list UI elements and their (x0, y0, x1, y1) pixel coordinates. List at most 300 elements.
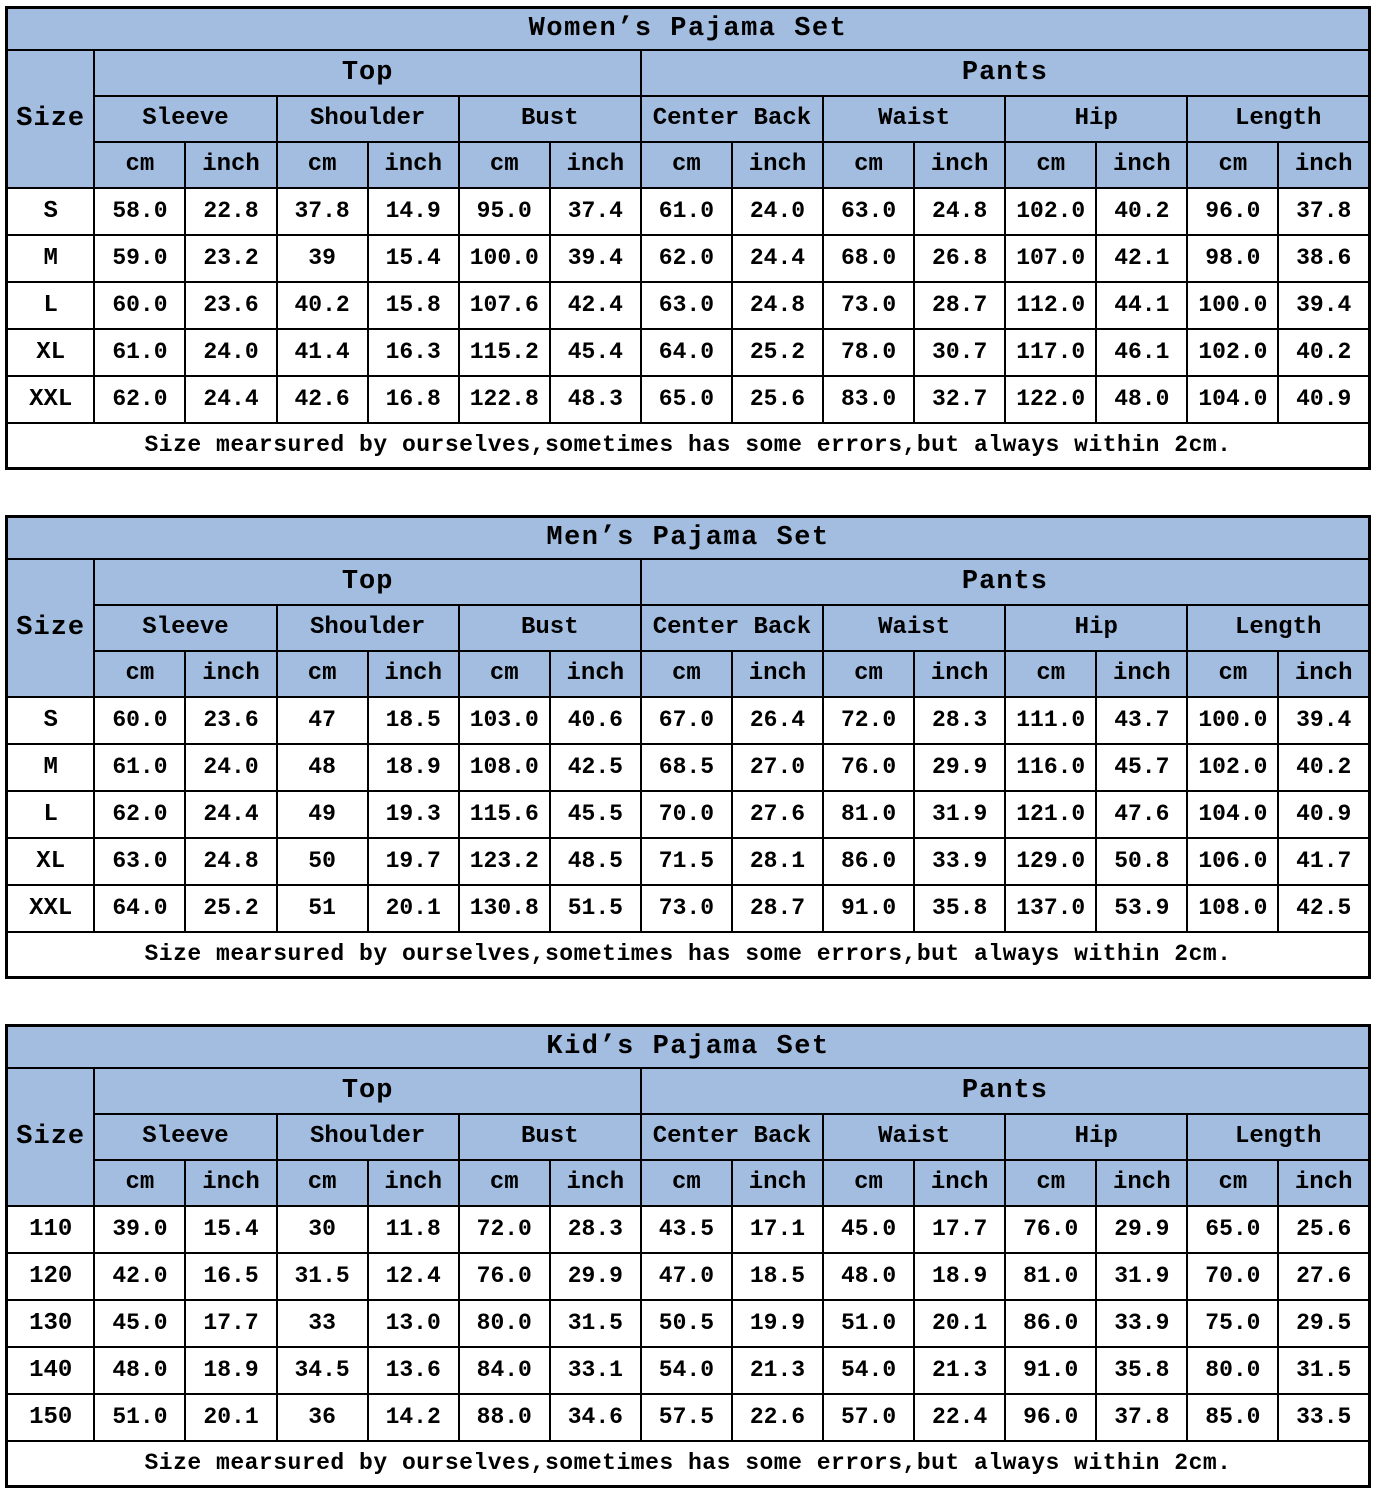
measurement-cell: 50.8 (1096, 838, 1187, 885)
measure-header: Sleeve (94, 96, 276, 142)
top-group-header: Top (94, 1068, 640, 1114)
measurement-cell: 130.8 (459, 885, 550, 932)
table-title: Women’s Pajama Set (7, 8, 1370, 50)
unit-header-inch: inch (185, 651, 276, 697)
measurement-cell: 40.2 (1278, 329, 1369, 376)
unit-header-inch: inch (1278, 651, 1369, 697)
measurement-cell: 86.0 (1005, 1300, 1096, 1347)
measurement-cell: 18.9 (185, 1347, 276, 1394)
measurement-cell: 95.0 (459, 188, 550, 235)
measurement-cell: 24.0 (185, 744, 276, 791)
measurement-cell: 76.0 (823, 744, 914, 791)
measurement-cell: 73.0 (641, 885, 732, 932)
measure-header: Bust (459, 1114, 641, 1160)
measurement-cell: 48.0 (1096, 376, 1187, 423)
measurement-cell: 21.3 (732, 1347, 823, 1394)
measurement-cell: 102.0 (1005, 188, 1096, 235)
measurement-cell: 26.4 (732, 697, 823, 744)
measure-header: Hip (1005, 96, 1187, 142)
measurement-cell: 104.0 (1187, 376, 1278, 423)
measurement-cell: 18.5 (732, 1253, 823, 1300)
size-label: 130 (7, 1300, 95, 1347)
size-label: M (7, 235, 95, 282)
unit-header-cm: cm (641, 142, 732, 188)
measurement-cell: 59.0 (94, 235, 185, 282)
measurement-cell: 19.3 (368, 791, 459, 838)
size-label: XL (7, 838, 95, 885)
measurement-cell: 68.5 (641, 744, 732, 791)
measurement-cell: 51 (277, 885, 368, 932)
measurement-cell: 25.6 (732, 376, 823, 423)
measurement-cell: 33.9 (914, 838, 1005, 885)
measurement-cell: 91.0 (1005, 1347, 1096, 1394)
measurement-cell: 30.7 (914, 329, 1005, 376)
measurement-cell: 88.0 (459, 1394, 550, 1441)
size-label: XXL (7, 885, 95, 932)
measurement-cell: 37.8 (277, 188, 368, 235)
measure-header: Hip (1005, 1114, 1187, 1160)
measurement-cell: 39 (277, 235, 368, 282)
measurement-cell: 37.4 (550, 188, 641, 235)
measurement-cell: 111.0 (1005, 697, 1096, 744)
measurement-cell: 62.0 (641, 235, 732, 282)
size-label: 110 (7, 1206, 95, 1253)
measurement-cell: 103.0 (459, 697, 550, 744)
measurement-cell: 15.4 (185, 1206, 276, 1253)
size-label: L (7, 791, 95, 838)
measurement-cell: 76.0 (1005, 1206, 1096, 1253)
measurement-cell: 17.7 (914, 1206, 1005, 1253)
unit-header-cm: cm (1005, 142, 1096, 188)
measurement-cell: 70.0 (1187, 1253, 1278, 1300)
measurement-cell: 31.5 (277, 1253, 368, 1300)
measurement-cell: 61.0 (641, 188, 732, 235)
size-label: S (7, 697, 95, 744)
unit-header-cm: cm (94, 1160, 185, 1206)
measurement-cell: 62.0 (94, 376, 185, 423)
unit-header-cm: cm (1187, 142, 1278, 188)
measurement-cell: 100.0 (1187, 282, 1278, 329)
size-tables-container (5, 6, 1371, 1488)
measurement-cell: 26.8 (914, 235, 1005, 282)
measurement-cell: 100.0 (459, 235, 550, 282)
measurement-cell: 116.0 (1005, 744, 1096, 791)
measurement-cell: 39.4 (1278, 697, 1369, 744)
measurement-cell: 28.1 (732, 838, 823, 885)
table-title: Men’s Pajama Set (7, 517, 1370, 559)
measurement-note: Size mearsured by ourselves,sometimes has some errors,but always within 2cm. (7, 423, 1370, 469)
unit-header-cm: cm (277, 1160, 368, 1206)
measurement-cell: 58.0 (94, 188, 185, 235)
measurement-cell: 107.0 (1005, 235, 1096, 282)
measurement-cell: 53.9 (1096, 885, 1187, 932)
measurement-cell: 31.5 (550, 1300, 641, 1347)
measurement-cell: 129.0 (1005, 838, 1096, 885)
measurement-note: Size mearsured by ourselves,sometimes has some errors,but always within 2cm. (7, 1441, 1370, 1487)
unit-header-inch: inch (550, 651, 641, 697)
measurement-cell: 15.4 (368, 235, 459, 282)
measurement-cell: 51.0 (94, 1394, 185, 1441)
measurement-cell: 12.4 (368, 1253, 459, 1300)
measurement-cell: 39.4 (550, 235, 641, 282)
measurement-cell: 16.3 (368, 329, 459, 376)
measurement-cell: 51.0 (823, 1300, 914, 1347)
measurement-cell: 45.4 (550, 329, 641, 376)
measure-header: Waist (823, 96, 1005, 142)
unit-header-cm: cm (641, 1160, 732, 1206)
measurement-cell: 29.9 (1096, 1206, 1187, 1253)
unit-header-inch: inch (1096, 142, 1187, 188)
unit-header-cm: cm (94, 651, 185, 697)
measurement-cell: 85.0 (1187, 1394, 1278, 1441)
measure-header: Length (1187, 605, 1369, 651)
measurement-cell: 40.2 (277, 282, 368, 329)
measurement-cell: 43.7 (1096, 697, 1187, 744)
measurement-cell: 24.8 (914, 188, 1005, 235)
unit-header-inch: inch (550, 142, 641, 188)
size-label: S (7, 188, 95, 235)
size-label: M (7, 744, 95, 791)
unit-header-inch: inch (1278, 1160, 1369, 1206)
measure-header: Waist (823, 1114, 1005, 1160)
measurement-cell: 102.0 (1187, 744, 1278, 791)
measurement-cell: 47.0 (641, 1253, 732, 1300)
measurement-cell: 33.9 (1096, 1300, 1187, 1347)
measurement-cell: 14.9 (368, 188, 459, 235)
unit-header-inch: inch (185, 142, 276, 188)
measurement-cell: 61.0 (94, 329, 185, 376)
measurement-cell: 24.4 (732, 235, 823, 282)
measurement-cell: 48 (277, 744, 368, 791)
measurement-cell: 100.0 (1187, 697, 1278, 744)
unit-header-cm: cm (459, 142, 550, 188)
measure-header: Center Back (641, 605, 823, 651)
measurement-cell: 41.7 (1278, 838, 1369, 885)
measurement-cell: 31.5 (1278, 1347, 1369, 1394)
measurement-cell: 33.5 (1278, 1394, 1369, 1441)
measurement-cell: 117.0 (1005, 329, 1096, 376)
measurement-cell: 78.0 (823, 329, 914, 376)
measurement-cell: 42.1 (1096, 235, 1187, 282)
measurement-note: Size mearsured by ourselves,sometimes has some errors,but always within 2cm. (7, 932, 1370, 978)
unit-header-cm: cm (823, 142, 914, 188)
measurement-cell: 121.0 (1005, 791, 1096, 838)
measurement-cell: 42.6 (277, 376, 368, 423)
unit-header-cm: cm (277, 651, 368, 697)
measurement-cell: 29.9 (914, 744, 1005, 791)
measurement-cell: 45.5 (550, 791, 641, 838)
measurement-cell: 27.6 (1278, 1253, 1369, 1300)
measurement-cell: 23.6 (185, 282, 276, 329)
measurement-cell: 32.7 (914, 376, 1005, 423)
measurement-cell: 40.2 (1096, 188, 1187, 235)
measurement-cell: 57.5 (641, 1394, 732, 1441)
measurement-cell: 22.4 (914, 1394, 1005, 1441)
top-group-header: Top (94, 559, 640, 605)
measurement-cell: 24.8 (185, 838, 276, 885)
measurement-cell: 65.0 (1187, 1206, 1278, 1253)
measurement-cell: 47.6 (1096, 791, 1187, 838)
measurement-cell: 57.0 (823, 1394, 914, 1441)
size-column-header: Size (7, 50, 95, 188)
measurement-cell: 61.0 (94, 744, 185, 791)
measurement-cell: 49 (277, 791, 368, 838)
measurement-cell: 115.6 (459, 791, 550, 838)
unit-header-inch: inch (914, 142, 1005, 188)
measurement-cell: 34.5 (277, 1347, 368, 1394)
measure-header: Shoulder (277, 96, 459, 142)
measurement-cell: 24.0 (185, 329, 276, 376)
measurement-cell: 98.0 (1187, 235, 1278, 282)
unit-header-inch: inch (914, 651, 1005, 697)
unit-header-inch: inch (1278, 142, 1369, 188)
measurement-cell: 13.0 (368, 1300, 459, 1347)
measurement-cell: 16.8 (368, 376, 459, 423)
unit-header-inch: inch (732, 1160, 823, 1206)
measurement-cell: 48.3 (550, 376, 641, 423)
measurement-cell: 60.0 (94, 282, 185, 329)
unit-header-cm: cm (1187, 651, 1278, 697)
measurement-cell: 16.5 (185, 1253, 276, 1300)
unit-header-cm: cm (277, 142, 368, 188)
unit-header-cm: cm (823, 1160, 914, 1206)
measurement-cell: 42.5 (550, 744, 641, 791)
measurement-cell: 48.0 (94, 1347, 185, 1394)
measurement-cell: 33 (277, 1300, 368, 1347)
measurement-cell: 36 (277, 1394, 368, 1441)
measurement-cell: 106.0 (1187, 838, 1278, 885)
measurement-cell: 42.5 (1278, 885, 1369, 932)
unit-header-inch: inch (914, 1160, 1005, 1206)
measurement-cell: 107.6 (459, 282, 550, 329)
measurement-cell: 17.1 (732, 1206, 823, 1253)
measurement-cell: 96.0 (1005, 1394, 1096, 1441)
measurement-cell: 24.4 (185, 376, 276, 423)
measurement-cell: 63.0 (641, 282, 732, 329)
measure-header: Center Back (641, 1114, 823, 1160)
measurement-cell: 25.2 (185, 885, 276, 932)
measurement-cell: 80.0 (1187, 1347, 1278, 1394)
measurement-cell: 20.1 (185, 1394, 276, 1441)
measurement-cell: 17.7 (185, 1300, 276, 1347)
measurement-cell: 35.8 (1096, 1347, 1187, 1394)
measurement-cell: 27.6 (732, 791, 823, 838)
size-label: XL (7, 329, 95, 376)
measurement-cell: 73.0 (823, 282, 914, 329)
measurement-cell: 108.0 (459, 744, 550, 791)
measurement-cell: 19.9 (732, 1300, 823, 1347)
measure-header: Bust (459, 96, 641, 142)
measurement-cell: 24.8 (732, 282, 823, 329)
measurement-cell: 122.8 (459, 376, 550, 423)
size-column-header: Size (7, 1068, 95, 1206)
measurement-cell: 63.0 (94, 838, 185, 885)
size-table-kids (5, 1024, 1371, 1488)
measurement-cell: 47 (277, 697, 368, 744)
size-table-mens (5, 515, 1371, 979)
measurement-cell: 41.4 (277, 329, 368, 376)
measurement-cell: 39.0 (94, 1206, 185, 1253)
measure-header: Shoulder (277, 1114, 459, 1160)
measurement-cell: 44.1 (1096, 282, 1187, 329)
measurement-cell: 48.0 (823, 1253, 914, 1300)
measurement-cell: 54.0 (641, 1347, 732, 1394)
measurement-cell: 86.0 (823, 838, 914, 885)
measurement-cell: 46.1 (1096, 329, 1187, 376)
unit-header-inch: inch (368, 651, 459, 697)
measurement-cell: 24.4 (185, 791, 276, 838)
measurement-cell: 67.0 (641, 697, 732, 744)
unit-header-cm: cm (459, 651, 550, 697)
measurement-cell: 108.0 (1187, 885, 1278, 932)
measurement-cell: 40.2 (1278, 744, 1369, 791)
measurement-cell: 76.0 (459, 1253, 550, 1300)
measurement-cell: 30 (277, 1206, 368, 1253)
measurement-cell: 31.9 (914, 791, 1005, 838)
measurement-cell: 75.0 (1187, 1300, 1278, 1347)
size-column-header: Size (7, 559, 95, 697)
unit-header-cm: cm (1187, 1160, 1278, 1206)
measure-header: Hip (1005, 605, 1187, 651)
measurement-cell: 64.0 (641, 329, 732, 376)
measurement-cell: 37.8 (1278, 188, 1369, 235)
measurement-cell: 34.6 (550, 1394, 641, 1441)
measurement-cell: 48.5 (550, 838, 641, 885)
measurement-cell: 43.5 (641, 1206, 732, 1253)
measurement-cell: 37.8 (1096, 1394, 1187, 1441)
size-label: 120 (7, 1253, 95, 1300)
measure-header: Waist (823, 605, 1005, 651)
measurement-cell: 63.0 (823, 188, 914, 235)
measurement-cell: 28.7 (914, 282, 1005, 329)
measure-header: Shoulder (277, 605, 459, 651)
measure-header: Length (1187, 1114, 1369, 1160)
measurement-cell: 22.8 (185, 188, 276, 235)
measurement-cell: 64.0 (94, 885, 185, 932)
unit-header-inch: inch (550, 1160, 641, 1206)
measurement-cell: 28.7 (732, 885, 823, 932)
unit-header-cm: cm (94, 142, 185, 188)
unit-header-inch: inch (1096, 651, 1187, 697)
measurement-cell: 29.5 (1278, 1300, 1369, 1347)
measurement-cell: 83.0 (823, 376, 914, 423)
measurement-cell: 51.5 (550, 885, 641, 932)
measure-header: Length (1187, 96, 1369, 142)
size-label: XXL (7, 376, 95, 423)
unit-header-cm: cm (1005, 1160, 1096, 1206)
size-table-womens (5, 6, 1371, 470)
measure-header: Sleeve (94, 1114, 276, 1160)
unit-header-cm: cm (823, 651, 914, 697)
measurement-cell: 24.0 (732, 188, 823, 235)
measurement-cell: 11.8 (368, 1206, 459, 1253)
measurement-cell: 45.7 (1096, 744, 1187, 791)
measurement-cell: 18.5 (368, 697, 459, 744)
measurement-cell: 104.0 (1187, 791, 1278, 838)
measurement-cell: 96.0 (1187, 188, 1278, 235)
measurement-cell: 39.4 (1278, 282, 1369, 329)
measurement-cell: 13.6 (368, 1347, 459, 1394)
unit-header-inch: inch (732, 651, 823, 697)
measurement-cell: 21.3 (914, 1347, 1005, 1394)
measurement-cell: 50 (277, 838, 368, 885)
size-label: L (7, 282, 95, 329)
unit-header-cm: cm (459, 1160, 550, 1206)
measurement-cell: 65.0 (641, 376, 732, 423)
measurement-cell: 38.6 (1278, 235, 1369, 282)
unit-header-inch: inch (368, 142, 459, 188)
measurement-cell: 20.1 (368, 885, 459, 932)
measurement-cell: 18.9 (914, 1253, 1005, 1300)
measurement-cell: 31.9 (1096, 1253, 1187, 1300)
measurement-cell: 14.2 (368, 1394, 459, 1441)
measurement-cell: 40.6 (550, 697, 641, 744)
measurement-cell: 68.0 (823, 235, 914, 282)
measurement-cell: 33.1 (550, 1347, 641, 1394)
measurement-cell: 42.0 (94, 1253, 185, 1300)
measurement-cell: 20.1 (914, 1300, 1005, 1347)
measurement-cell: 70.0 (641, 791, 732, 838)
measurement-cell: 40.9 (1278, 376, 1369, 423)
unit-header-inch: inch (732, 142, 823, 188)
measurement-cell: 72.0 (459, 1206, 550, 1253)
top-group-header: Top (94, 50, 640, 96)
measurement-cell: 71.5 (641, 838, 732, 885)
measurement-cell: 19.7 (368, 838, 459, 885)
measurement-cell: 81.0 (823, 791, 914, 838)
measurement-cell: 45.0 (823, 1206, 914, 1253)
measurement-cell: 27.0 (732, 744, 823, 791)
pants-group-header: Pants (641, 1068, 1370, 1114)
measurement-cell: 23.2 (185, 235, 276, 282)
measurement-cell: 91.0 (823, 885, 914, 932)
measurement-cell: 29.9 (550, 1253, 641, 1300)
measurement-cell: 23.6 (185, 697, 276, 744)
measurement-cell: 28.3 (550, 1206, 641, 1253)
measurement-cell: 45.0 (94, 1300, 185, 1347)
measurement-cell: 112.0 (1005, 282, 1096, 329)
unit-header-inch: inch (1096, 1160, 1187, 1206)
measurement-cell: 115.2 (459, 329, 550, 376)
table-title: Kid’s Pajama Set (7, 1026, 1370, 1068)
measurement-cell: 122.0 (1005, 376, 1096, 423)
unit-header-inch: inch (368, 1160, 459, 1206)
measurement-cell: 62.0 (94, 791, 185, 838)
pants-group-header: Pants (641, 559, 1370, 605)
measurement-cell: 25.2 (732, 329, 823, 376)
unit-header-cm: cm (641, 651, 732, 697)
measurement-cell: 50.5 (641, 1300, 732, 1347)
measurement-cell: 84.0 (459, 1347, 550, 1394)
unit-header-cm: cm (1005, 651, 1096, 697)
measurement-cell: 137.0 (1005, 885, 1096, 932)
measure-header: Sleeve (94, 605, 276, 651)
measurement-cell: 15.8 (368, 282, 459, 329)
measurement-cell: 81.0 (1005, 1253, 1096, 1300)
measurement-cell: 72.0 (823, 697, 914, 744)
measurement-cell: 42.4 (550, 282, 641, 329)
measurement-cell: 40.9 (1278, 791, 1369, 838)
measurement-cell: 54.0 (823, 1347, 914, 1394)
measurement-cell: 123.2 (459, 838, 550, 885)
measurement-cell: 102.0 (1187, 329, 1278, 376)
pants-group-header: Pants (641, 50, 1370, 96)
measurement-cell: 28.3 (914, 697, 1005, 744)
size-label: 140 (7, 1347, 95, 1394)
unit-header-inch: inch (185, 1160, 276, 1206)
measurement-cell: 80.0 (459, 1300, 550, 1347)
measurement-cell: 22.6 (732, 1394, 823, 1441)
